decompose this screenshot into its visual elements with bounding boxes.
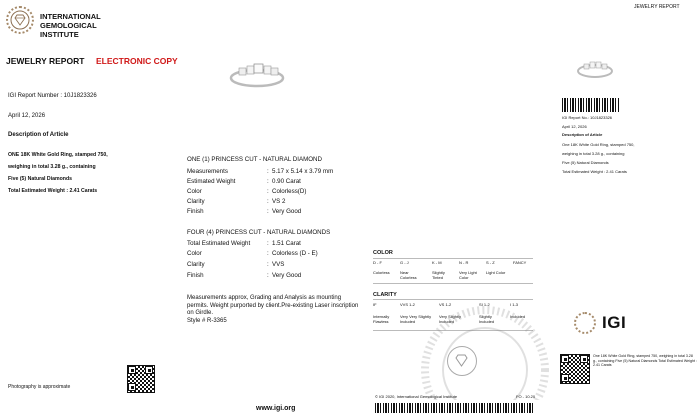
- clarity-grade: IF: [373, 302, 377, 307]
- color-grade: K - M: [432, 260, 442, 265]
- detail-key: Color: [187, 188, 202, 195]
- electronic-copy-label: ELECTRONIC COPY: [96, 56, 178, 66]
- clarity-grade: VVS 1-2: [400, 302, 415, 307]
- right-heading: Description of Article: [562, 132, 603, 137]
- color-grade: G - J: [400, 260, 409, 265]
- right-footer: One 18K White Gold Ring, stamped 750, weighing in total 3.28 g., containing Five (5) Natural Diamonds Total Estimated Weight : 2.41 Carats: [593, 354, 697, 368]
- clarity-label: Very Slightly Included: [439, 314, 462, 324]
- description-line: ONE 18K White Gold Ring, stamped 750,: [8, 152, 108, 158]
- group1-title: ONE (1) PRINCESS CUT - NATURAL DIAMOND: [187, 156, 322, 163]
- clarity-label: Very Very Slightly Included: [400, 314, 432, 324]
- detail-key: Color: [187, 250, 202, 257]
- detail-row: Color : Colorless(D): [187, 188, 307, 195]
- clarity-grade: I 1-3: [510, 302, 519, 307]
- detail-value: Colorless (D - E): [272, 250, 318, 257]
- detail-row: Estimated Weight : 0.90 Carat: [187, 178, 301, 185]
- clarity-label: Internally Flawless: [373, 314, 390, 324]
- detail-value: Very Good: [272, 272, 302, 279]
- top-right-label: JEWELRY REPORT: [634, 4, 680, 10]
- color-grades: [373, 260, 538, 282]
- detail-key: Measurements: [187, 168, 228, 175]
- watermark-seal: [410, 300, 560, 400]
- detail-value: Colorless(D): [272, 188, 307, 195]
- detail-value: Very Good: [272, 208, 302, 215]
- color-grade: D - F: [373, 260, 382, 265]
- igi-logo: [574, 312, 654, 340]
- description-list: [8, 152, 178, 200]
- group2-title: FOUR (4) PRINCESS CUT - NATURAL DIAMONDS: [187, 229, 331, 236]
- qr-code: [127, 365, 155, 393]
- clarity-heading: CLARITY: [373, 292, 397, 298]
- right-description-line: weighing in total 3.28 g., containing: [562, 151, 625, 156]
- detail-value: VVS: [272, 261, 285, 268]
- clarity-label: Slightly Included: [479, 314, 495, 324]
- igi-logo-text: IGI: [602, 313, 627, 332]
- clarity-grade: VS 1-2: [439, 302, 452, 307]
- detail-row: Finish : Very Good: [187, 272, 302, 279]
- detail-key: Finish: [187, 272, 204, 279]
- right-barcode: [562, 98, 620, 112]
- detail-value: VS 2: [272, 198, 286, 205]
- detail-value: 5.17 x 5.14 x 3.79 mm: [272, 168, 334, 175]
- photo-note: Photography is approximate: [8, 384, 71, 390]
- description-heading: Description of Article: [8, 132, 69, 138]
- report-title: JEWELRY REPORT: [6, 56, 85, 66]
- small-seal: [447, 346, 477, 376]
- detail-row: Total Estimated Weight : 1.51 Carat: [187, 240, 301, 247]
- description-line: Total Estimated Weight : 2.41 Carats: [8, 188, 98, 194]
- comments: Measurements approx, Grading and Analysis as mounting permits. Weight purported by client.Pre-existing Laser inscription on Girdle.: [187, 295, 359, 317]
- institute-line-1: INTERNATIONAL: [40, 12, 101, 21]
- report-date: April 12, 2026: [8, 113, 46, 119]
- right-date: April 12, 2026: [562, 124, 587, 129]
- right-ring-image: [575, 56, 615, 80]
- detail-key: Clarity: [187, 198, 205, 205]
- style-number: Style # R-3365: [187, 318, 227, 324]
- clarity-label: Included: [510, 314, 526, 319]
- color-label: Near Colorless: [400, 270, 417, 280]
- color-heading: COLOR: [373, 250, 393, 256]
- detail-row: Color : Colorless (D - E): [187, 250, 318, 257]
- bottom-barcode: [375, 403, 535, 413]
- right-qr-code: [560, 354, 590, 384]
- detail-key: Estimated Weight: [187, 178, 236, 185]
- detail-row: Finish : Very Good: [187, 208, 302, 215]
- color-label: Slightly Tinted: [432, 270, 445, 280]
- report-number: IGI Report Number : 10J1823326: [8, 93, 97, 99]
- institute-line-2: GEMOLOGICAL: [40, 21, 97, 30]
- institute-name: [40, 12, 101, 39]
- right-description-line: Five (5) Natural Diamonds: [562, 160, 609, 165]
- detail-row: Measurements : 5.17 x 5.14 x 3.79 mm: [187, 168, 334, 175]
- detail-key: Total Estimated Weight: [187, 240, 251, 247]
- right-report-no: IGI Report No.: 10J1823326: [562, 115, 613, 120]
- color-label: Colorless: [373, 270, 390, 275]
- igi-logo-seal: [574, 312, 596, 334]
- color-grade: N - R: [459, 260, 469, 265]
- color-label: Light Color: [486, 270, 506, 275]
- igi-seal: [6, 6, 34, 34]
- detail-row: Clarity : VS 2: [187, 198, 286, 205]
- copyright: © IGI 2020, International Gemological Institute: [375, 394, 458, 399]
- description-line: weighing in total 3.28 g., containing: [8, 164, 96, 170]
- color-grade: S - Z: [486, 260, 495, 265]
- form-code: FO - 10.20: [516, 394, 536, 399]
- description-line: Five (5) Natural Diamonds: [8, 176, 72, 182]
- website: www.igi.org: [256, 405, 296, 412]
- detail-value: 1.51 Carat: [272, 240, 301, 247]
- detail-row: Clarity : VVS: [187, 261, 285, 268]
- color-label: Very Light Color: [459, 270, 477, 280]
- right-description-line: One 18K White Gold Ring, stamped 750,: [562, 142, 635, 147]
- institute-line-3: INSTITUTE: [40, 30, 79, 39]
- right-description-line: Total Estimated Weight : 2.41 Carats: [562, 169, 627, 174]
- detail-key: Finish: [187, 208, 204, 215]
- ring-image: [227, 56, 287, 90]
- clarity-grade: SI 1-2: [479, 302, 490, 307]
- detail-value: 0.90 Carat: [272, 178, 301, 185]
- color-grade: FANCY: [513, 260, 527, 265]
- detail-key: Clarity: [187, 261, 205, 268]
- right-description: [562, 142, 692, 178]
